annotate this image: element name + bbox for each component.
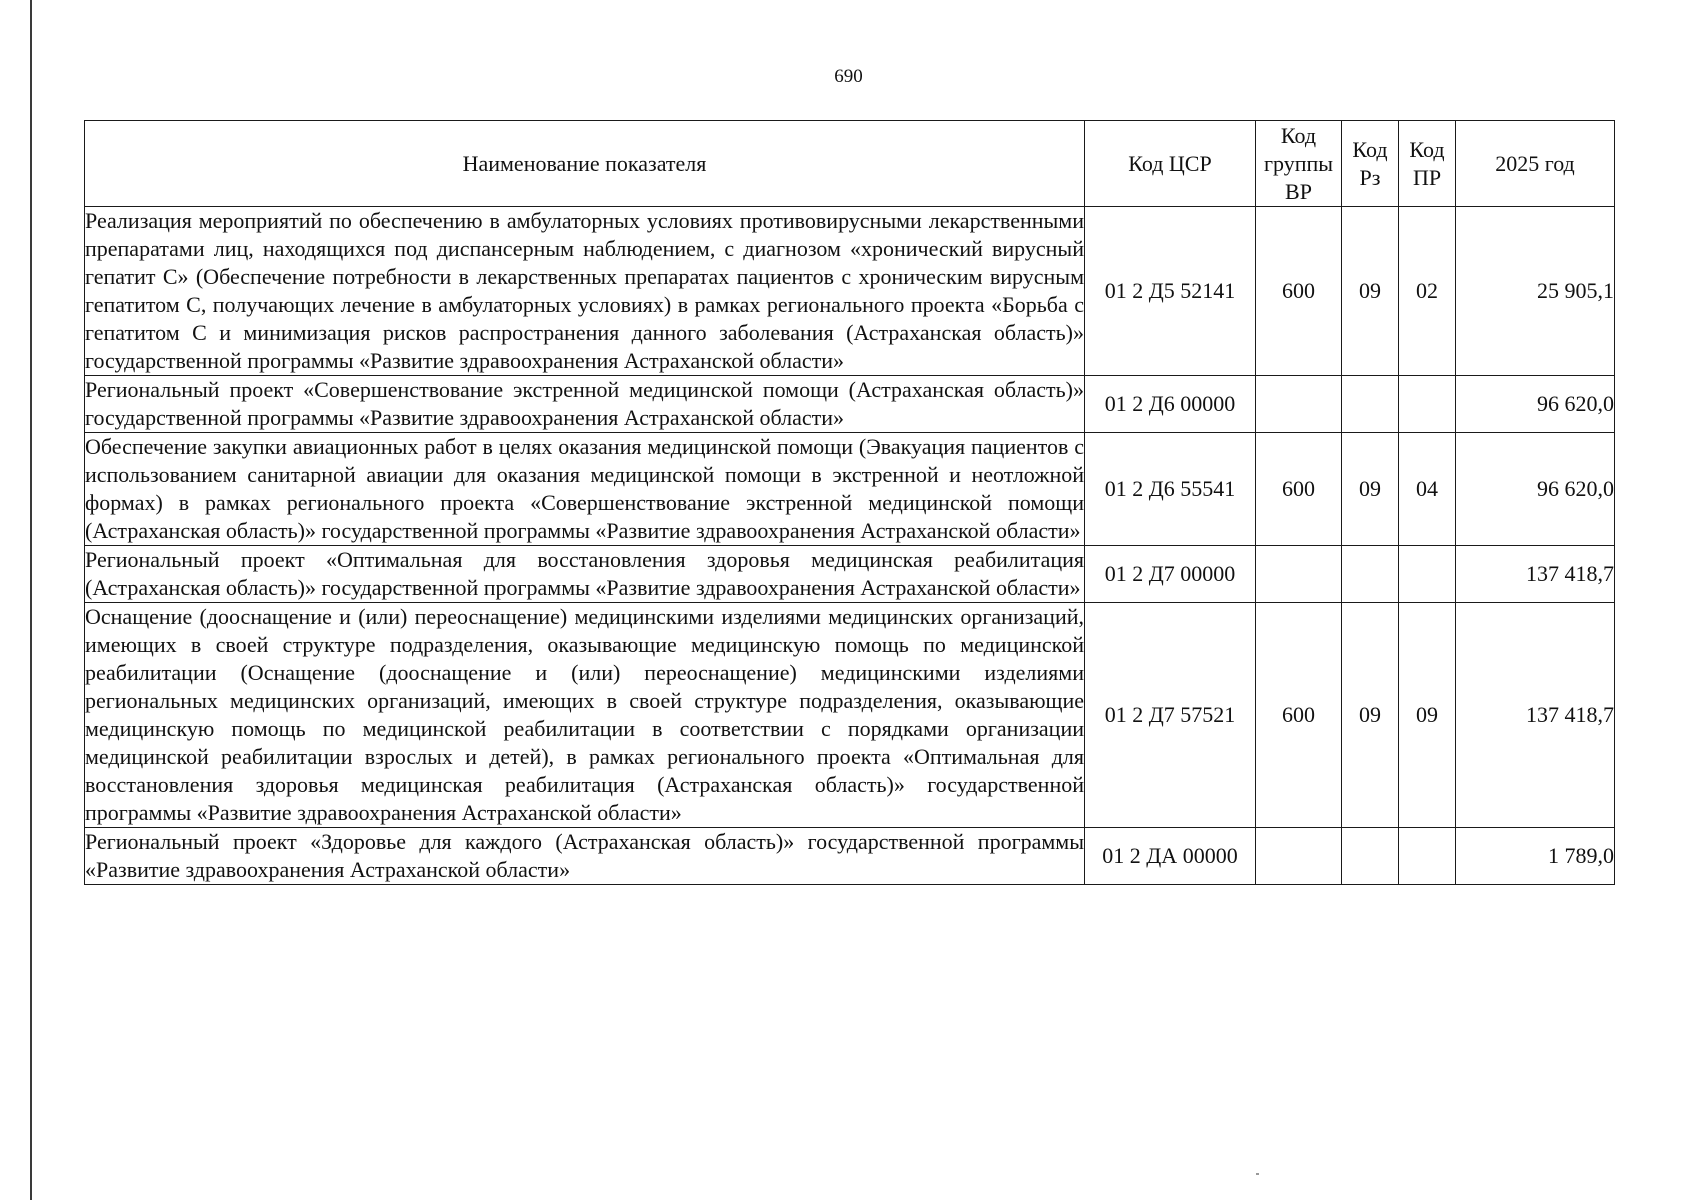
row-vr bbox=[1256, 376, 1342, 433]
header-csr: Код ЦСР bbox=[1085, 121, 1256, 207]
row-pr: 04 bbox=[1399, 433, 1456, 546]
row-csr: 01 2 Д6 00000 bbox=[1085, 376, 1256, 433]
table-row bbox=[85, 546, 1615, 603]
row-rz bbox=[1342, 546, 1399, 603]
table-row bbox=[85, 433, 1615, 546]
row-name: Реализация мероприятий по обеспечению в амбулаторных условиях противовирусными лекарственными препаратами лиц, находящихся под диспансерным наблюдением, с диагнозом «хронический вирусный гепатит С» (Обеспечение потребности в лекарственных препаратах пациентов с хроническим вирусным гепатитом С, получающих лечение в амбулаторных условиях) в рамках регионального проекта «Борьба с гепатитом С и минимизация рисков распространения данного заболевания (Астраханская область)» государственной программы «Развитие здравоохранения Астраханской области» bbox=[85, 207, 1085, 376]
header-rz: Код Рз bbox=[1342, 121, 1399, 207]
row-vr bbox=[1256, 828, 1342, 885]
row-name: Оснащение (дооснащение и (или) переоснащение) медицинскими изделиями медицинских организаций, имеющих в своей структуре подразделения, оказывающие медицинскую помощь по медицинской реабилитации (Оснащение (дооснащение и (или) переоснащение) медицинскими изделиями региональных медицинских организаций, имеющих в своей структуре подразделения, оказывающие медицинскую помощь по медицинской реабилитации в соответствии с порядками организации медицинской реабилитации взрослых и детей), в рамках регионального проекта «Оптимальная для восстановления здоровья медицинская реабилитация (Астраханская область)» государственной программы «Развитие здравоохранения Астраханской области» bbox=[85, 603, 1085, 828]
row-csr: 01 2 ДА 00000 bbox=[1085, 828, 1256, 885]
row-csr: 01 2 Д7 00000 bbox=[1085, 546, 1256, 603]
row-csr: 01 2 Д6 55541 bbox=[1085, 433, 1256, 546]
row-vr: 600 bbox=[1256, 603, 1342, 828]
row-pr bbox=[1399, 546, 1456, 603]
table-header-row bbox=[85, 121, 1615, 207]
budget-table bbox=[84, 120, 1615, 885]
table-row bbox=[85, 828, 1615, 885]
row-amount: 137 418,7 bbox=[1456, 546, 1615, 603]
row-vr: 600 bbox=[1256, 433, 1342, 546]
header-pr: Код ПР bbox=[1399, 121, 1456, 207]
row-rz: 09 bbox=[1342, 603, 1399, 828]
row-csr: 01 2 Д5 52141 bbox=[1085, 207, 1256, 376]
row-name: Региональный проект «Совершенствование экстренной медицинской помощи (Астраханская область)» государственной программы «Развитие здравоохранения Астраханской области» bbox=[85, 376, 1085, 433]
row-pr bbox=[1399, 828, 1456, 885]
row-csr: 01 2 Д7 57521 bbox=[1085, 603, 1256, 828]
row-amount: 25 905,1 bbox=[1456, 207, 1615, 376]
row-pr: 02 bbox=[1399, 207, 1456, 376]
row-vr: 600 bbox=[1256, 207, 1342, 376]
page-number: 690 bbox=[834, 66, 863, 87]
row-pr bbox=[1399, 376, 1456, 433]
row-amount: 96 620,0 bbox=[1456, 433, 1615, 546]
row-vr bbox=[1256, 546, 1342, 603]
table-row bbox=[85, 376, 1615, 433]
table-row bbox=[85, 603, 1615, 828]
table-row bbox=[85, 207, 1615, 376]
header-year: 2025 год bbox=[1456, 121, 1615, 207]
row-amount: 96 620,0 bbox=[1456, 376, 1615, 433]
row-amount: 1 789,0 bbox=[1456, 828, 1615, 885]
row-name: Региональный проект «Здоровье для каждого (Астраханская область)» государственной программы «Развитие здравоохранения Астраханской области» bbox=[85, 828, 1085, 885]
row-pr: 09 bbox=[1399, 603, 1456, 828]
row-rz: 09 bbox=[1342, 207, 1399, 376]
binding-edge-line bbox=[30, 0, 32, 1200]
row-rz bbox=[1342, 828, 1399, 885]
header-vr: Код группы ВР bbox=[1256, 121, 1342, 207]
scan-speck bbox=[1256, 1173, 1259, 1175]
header-name: Наименование показателя bbox=[85, 121, 1085, 207]
row-rz bbox=[1342, 376, 1399, 433]
row-name: Региональный проект «Оптимальная для восстановления здоровья медицинская реабилитация (Астраханская область)» государственной программы «Развитие здравоохранения Астраханской области» bbox=[85, 546, 1085, 603]
row-name: Обеспечение закупки авиационных работ в целях оказания медицинской помощи (Эвакуация пациентов с использованием санитарной авиации для оказания медицинской помощи в экстренной и неотложной формах) в рамках регионального проекта «Совершенствование экстренной медицинской помощи (Астраханская область)» государственной программы «Развитие здравоохранения Астраханской области» bbox=[85, 433, 1085, 546]
row-rz: 09 bbox=[1342, 433, 1399, 546]
row-amount: 137 418,7 bbox=[1456, 603, 1615, 828]
